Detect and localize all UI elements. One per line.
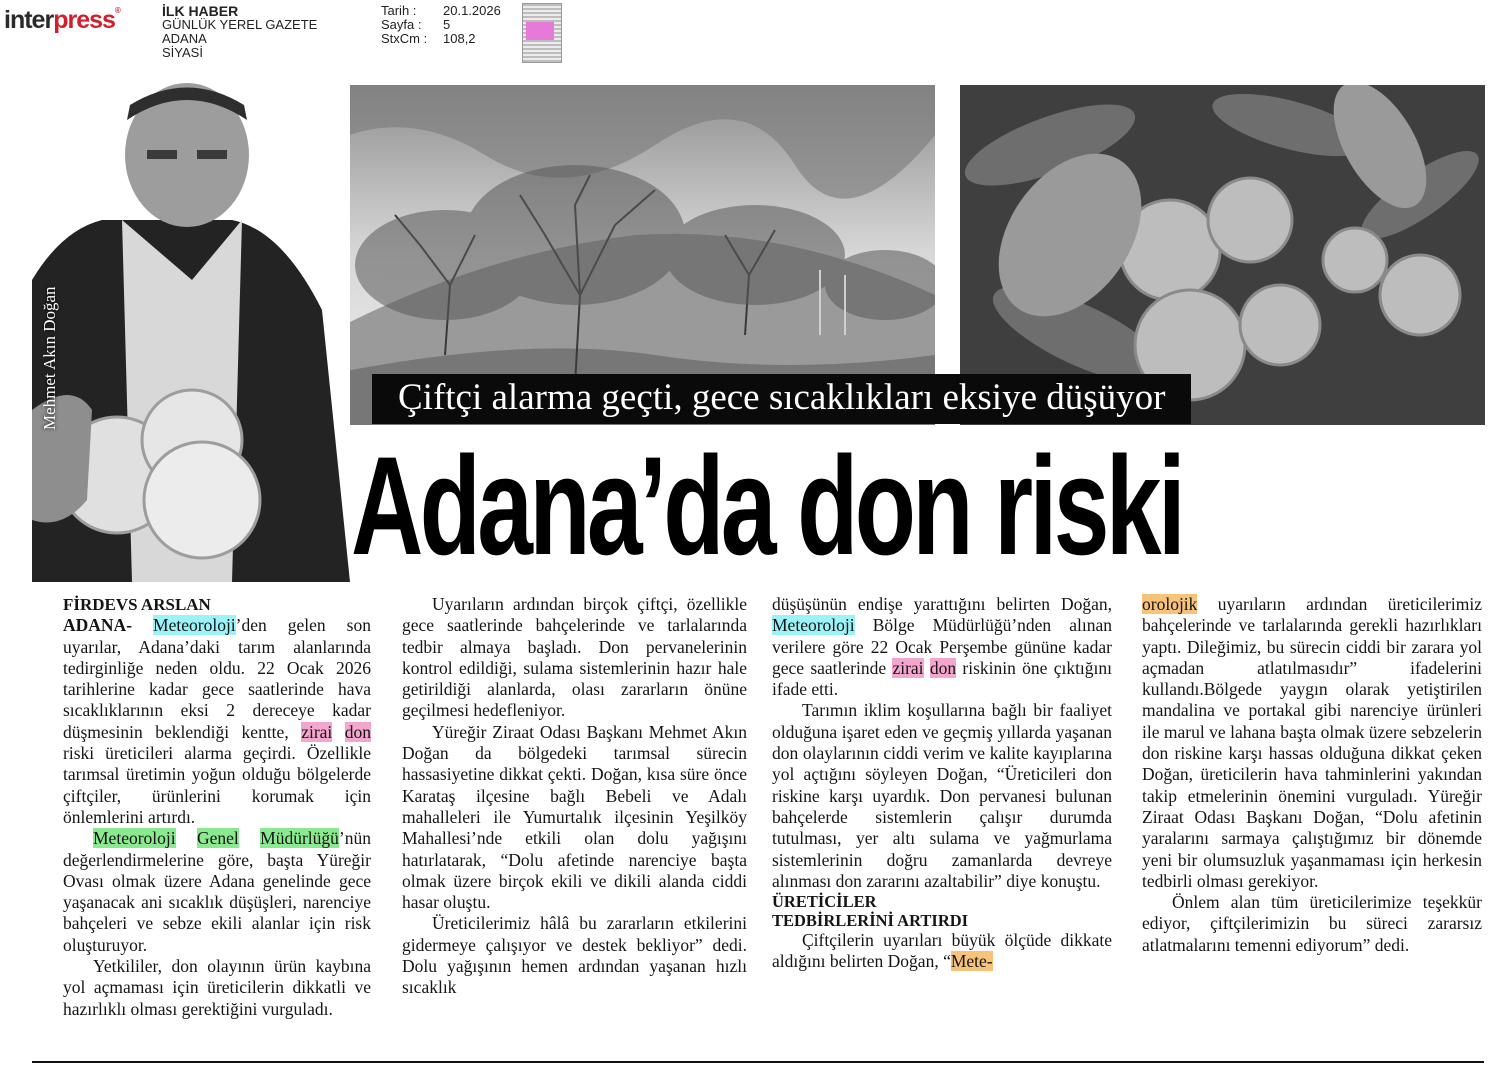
clipping-info — [381, 4, 501, 46]
text-run: riski üreticileri alarma geçirdi. Özellikle tarımsal üretimin yoğun olduğu bölgelerde çiftçiler, ürünlerini korumak için önlemlerini artırdı. — [63, 743, 371, 827]
bottom-rule — [32, 1061, 1484, 1063]
article-column-4 — [1142, 594, 1482, 956]
publication-type: GÜNLÜK YEREL GAZETE — [162, 17, 318, 32]
highlight-term: don — [929, 657, 957, 678]
text-run: uyarıların ardından üreticilerimiz bahçelerinde ve tarlalarında gerekli hazırlıkları yaptı. Dileğimiz, bu sürecin ciddi bir zarara yol açmadan atlatılmasıdır” ifadelerini kullandı.Bölgede yaygın olarak yetiştirilen mandalina ve portakal gibi narenciye ürünleri ile marul ve lahana başta olmak üzere sebzelerin don riskine karşı hassas olduğuna dikkat çeken Doğan, üreticilerin hava tahminlerini yakından takip etmelerinin önemini vurguladı. Yüreğir Ziraat Odası Başkanı Doğan, “Dolu afetinin yaralarını sarmaya çalıştığımız bir dönemde yeni bir olumsuzluk yaşanmaması için herkesin tedbirli olması gerekiyor. — [1142, 594, 1482, 891]
paragraph: Uyarıların ardından birçok çiftçi, özellikle gece saatlerinde bahçelerinde ve tarlalarında tedbir almaya başladı. Don pervanelerinin kontrol edildiği, sulama sistemlerinin hazır hale getirildiği alanlarda, olası zararların önüne geçilmesi hedefleniyor. — [402, 594, 747, 721]
logo-registered-mark: ® — [114, 6, 120, 15]
text-run: düşüşünün endişe yarattığını belirten Doğan, — [772, 594, 1112, 614]
highlight-term: zirai — [892, 657, 924, 678]
highlight-term: Meteoroloji — [93, 828, 176, 849]
spot-headline: Çiftçi alarma geçti, gece sıcaklıkları eksiye düşüyor — [372, 374, 1191, 424]
logo-accent: press — [53, 6, 115, 34]
text-run: Bölge Müdürlüğü’nden alınan verilere göre 22 Ocak Perşembe gününe kadar gece saatlerinde — [772, 615, 1113, 678]
portrait-illustration — [32, 80, 350, 582]
article-column-2 — [402, 594, 747, 999]
paragraph — [772, 594, 1112, 700]
paragraph: Yetkililer, don olayının ürün kaybına yol açmaması için üreticilerin dikkatli ve hazırlıklı olması gerektiğini vurguladı. — [63, 956, 371, 1019]
text-run: ’den gelen son uyarılar, Adana’daki tarım alanlarında tedirginliğe neden oldu. 22 Ocak 2026 tarihlerine kadar gece saatlerinde hava sıcaklıklarının eksi 2 dereceye kadar düşmesinin beklendiği kentte, — [63, 615, 371, 742]
publication-info — [162, 4, 317, 60]
stxcm-value: 108,2 — [443, 31, 476, 46]
highlight-term: Meteoroloji — [153, 615, 236, 636]
portrait-photo — [32, 80, 350, 582]
highlight-term: zirai — [301, 721, 333, 742]
main-headline: Adana’da don riski — [351, 427, 1183, 584]
logo-text: inter — [4, 6, 54, 34]
paragraph: Önlem alan tüm üreticilerimize teşekkür ediyor, çiftçilerimizin bu süreci zararsız atlatmalarını temenni ediyorum” dedi. — [1142, 892, 1482, 955]
highlight-term: don — [344, 721, 372, 742]
page-thumbnail[interactable] — [522, 3, 562, 63]
article-column-3 — [772, 594, 1112, 973]
highlight-term: Müdürlüğü — [260, 828, 339, 849]
paragraph — [63, 615, 371, 828]
date-value: 20.1.2026 — [443, 3, 501, 18]
text-run: Çiftçilerin uyarıları büyük ölçüde dikkate aldığını belirten Doğan, “ — [772, 930, 1112, 972]
highlight-term: Meteoroloji — [772, 615, 855, 636]
text-run: ’nün değerlendirmelerine göre, başta Yüreğir Ovası olmak üzere Adana genelinde gece yaşanacak ani sıcaklık düşüşleri, narenciye bahçeleri ve sebze ekili alanlar için risk oluşturuyor. — [63, 828, 371, 955]
dateline: ADANA- — [63, 615, 133, 636]
publication-name: İLK HABER — [162, 3, 239, 19]
page-label: Sayfa : — [381, 17, 422, 32]
date-label: Tarih : — [381, 3, 417, 18]
paragraph: Yüreğir Ziraat Odası Başkanı Mehmet Akın Doğan da bölgedeki tarımsal sürecin hassasiyetine dikkat çekti. Doğan, kısa süre önce Karataş ilçesine bağlı Bebeli ve Adalı mahalleleri ile Yumurtalık ilçesinin Yeşilköy Mahallesi’nde etkili olan dolu yağışını hatırlatarak, “Dolu afetinde narenciye başta olmak üzere birçok ekili ve dikili alanda ciddi hasar oluştu. — [402, 721, 747, 913]
paragraph: Üreticilerimiz hâlâ bu zararların etkilerini gidermeye çalışıyor ve destek bekliyor” dedi. Dolu yağışının hemen ardından yaşanan hızlı sıcaklık — [402, 913, 747, 998]
subheading-line-2: TEDBİRLERİNİ ARTIRDI — [772, 911, 969, 931]
interpress-logo — [4, 6, 120, 35]
highlight-term: orolojik — [1142, 594, 1198, 614]
subheading — [772, 892, 1112, 930]
paragraph — [1142, 594, 1482, 892]
highlight-term: Genel — [197, 828, 239, 849]
paragraph — [63, 828, 371, 956]
byline: FİRDEVS ARSLAN — [63, 595, 211, 614]
stxcm-label: StxCm : — [381, 31, 428, 46]
page-value: 5 — [443, 17, 451, 32]
photo-caption: Mehmet Akın Doğan — [40, 286, 59, 430]
page-row — [381, 18, 501, 32]
publication-section: SİYASİ — [162, 45, 203, 60]
thumbnail-highlight — [526, 22, 554, 40]
paragraph: Tarımın iklim koşullarına bağlı bir faaliyet olduğuna işaret eden ve geçmiş yıllarda yaşanan don olaylarının ciddi verim ve kalite kayıplarına yol açtığını söyleyen Doğan, “Üreticileri don riskine karşı uyardık. Don pervanesi bulunan bahçelerde sistemlerin çalışır durumda tutulması, yer altı sulama ve yağmurlama sistemlerinin doğru zamanlarda devreye alınması don zararını azaltabilir” diye konuştu. — [772, 700, 1112, 891]
publication-city: ADANA — [162, 31, 207, 46]
paragraph — [772, 930, 1112, 973]
text-run: riskinin öne çıktığını ifade etti. — [772, 657, 1113, 700]
highlight-term: Mete- — [950, 951, 993, 972]
article-column-1 — [63, 594, 371, 1020]
stxcm-row — [381, 32, 501, 46]
date-row — [381, 4, 501, 18]
subheading-line-1: ÜRETİCİLER — [772, 892, 877, 912]
